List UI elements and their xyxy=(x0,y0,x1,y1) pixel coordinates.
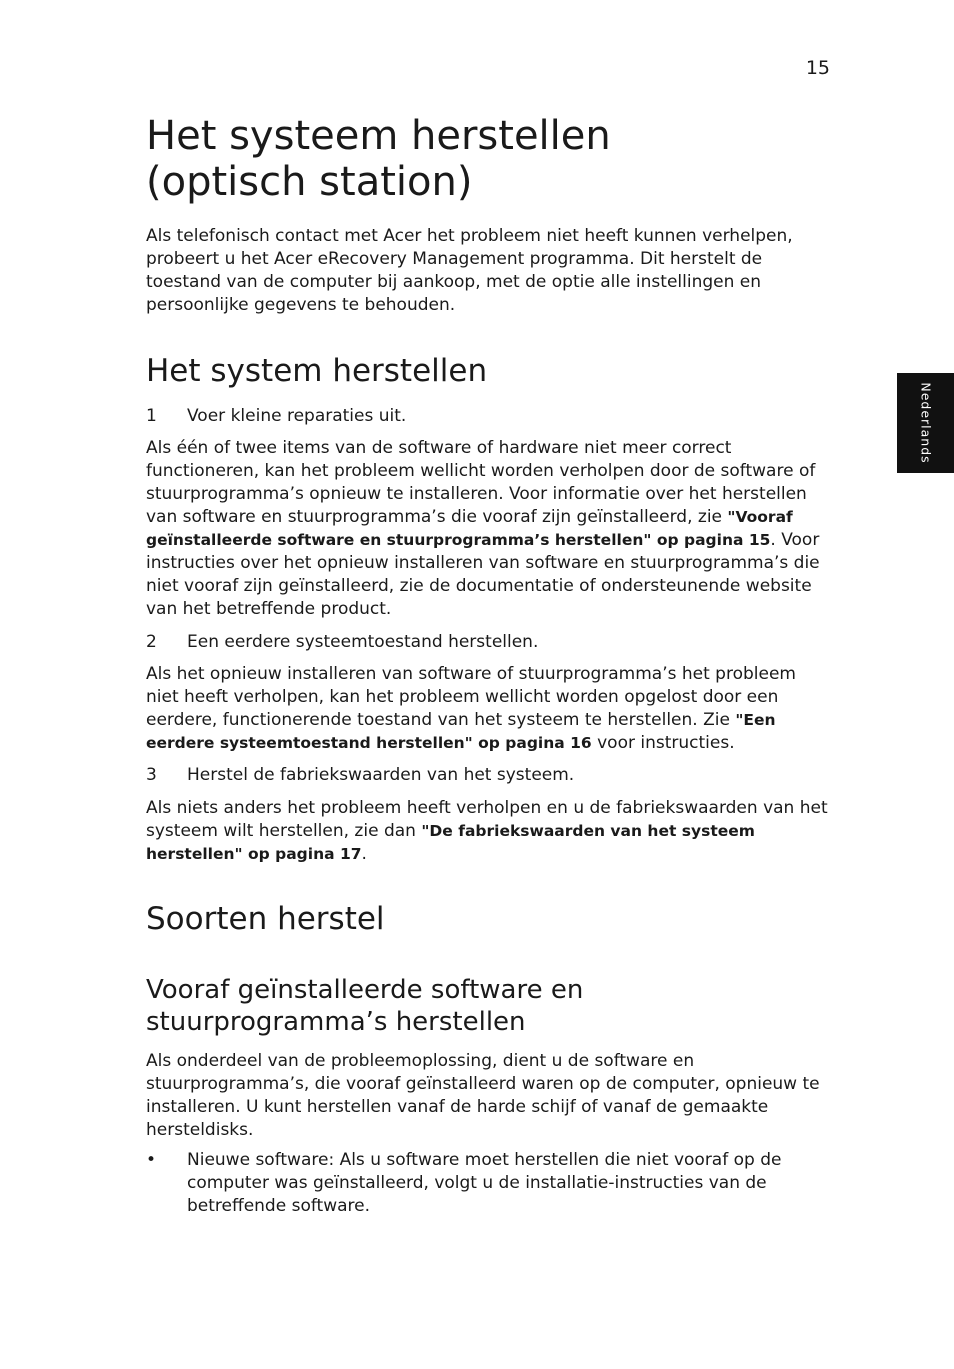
side-tab-label: Nederlands xyxy=(918,382,933,464)
step-3-number: 3 xyxy=(146,765,157,785)
section-heading-recovery-types: Soorten herstel xyxy=(146,901,385,937)
step-1-paragraph-text-b: . Voor instructies over het opnieuw installeren van software en stuurprogramma’s die niet vooraf zijn geïnstalleerd, zie de documentatie of ondersteunende website van het betreffende product. xyxy=(146,530,820,619)
step-1-paragraph-text-a: Als één of twee items van de software of hardware niet meer correct functioneren, kan het probleem wellicht worden verholpen door de software of stuurprogramma’s opnieuw te installeren. Voor informatie over het herstellen van software en stuurprogramma’s die vooraf zijn geïnstalleerd, zie xyxy=(146,438,816,527)
page-title-line1: Het systeem herstellen xyxy=(146,113,611,159)
subheading-preinstalled: Vooraf geïnstalleerde software en stuurprogramma’s herstellen xyxy=(146,975,584,1037)
step-1-text: Voer kleine reparaties uit. xyxy=(187,406,407,426)
step-3 xyxy=(146,764,574,787)
step-2-paragraph-text-b: voor instructies. xyxy=(591,733,735,753)
bullet-text: Nieuwe software: Als u software moet herstellen die niet vooraf op de computer was geïnstalleerd, volgt u de installatie-instructies van de betreffende software. xyxy=(187,1150,782,1216)
step-2-paragraph-text-a: Als het opnieuw installeren van software of stuurprogramma’s het probleem niet heeft verholpen, kan het probleem wellicht worden opgelost door een eerdere, functionerende toestand van het systeem te herstellen. Zie xyxy=(146,664,796,730)
step-1-paragraph xyxy=(146,437,830,621)
link-earlier-state[interactable]: "Een eerdere systeemtoestand herstellen" op pagina 16 xyxy=(146,711,776,752)
link-preinstalled-software[interactable]: "Vooraf geïnstalleerde software en stuurprogramma’s herstellen" op pagina 15 xyxy=(146,508,793,549)
page-title xyxy=(146,113,611,205)
step-2 xyxy=(146,631,538,654)
intro-paragraph: Als telefonisch contact met Acer het probleem niet heeft kunnen verhelpen, probeert u het Acer eRecovery Management programma. Dit herstelt de toestand van de computer bij aankoop, met de optie alle instellingen en persoonlijke gegevens te behouden. xyxy=(146,226,793,315)
step-2-paragraph xyxy=(146,663,830,755)
step-2-text: Een eerdere systeemtoestand herstellen. xyxy=(187,632,539,652)
section-heading-system: Het system herstellen xyxy=(146,353,488,389)
step-3-paragraph-text-b: . xyxy=(361,844,367,864)
page-title-line2: (optisch station) xyxy=(146,159,473,205)
recovery-paragraph: Als onderdeel van de probleemoplossing, dient u de software en stuurprogramma’s, die vooraf geïnstalleerd waren op de computer, opnieuw te installeren. U kunt herstellen vanaf de harde schijf of vanaf de gemaakte hersteldisks. xyxy=(146,1051,820,1140)
link-factory-defaults[interactable]: "De fabriekswaarden van het systeem herstellen" op pagina 17 xyxy=(146,822,755,863)
step-1 xyxy=(146,405,406,428)
step-3-paragraph-text-a: Als niets anders het probleem heeft verholpen en u de fabriekswaarden van het systeem wilt herstellen, zie dan xyxy=(146,798,828,841)
bullet-item xyxy=(146,1149,827,1218)
step-3-paragraph xyxy=(146,797,830,866)
bullet-symbol: • xyxy=(146,1150,157,1170)
step-1-number: 1 xyxy=(146,406,157,426)
page-number: 15 xyxy=(805,57,830,79)
step-2-number: 2 xyxy=(146,632,157,652)
language-side-tab xyxy=(897,373,954,473)
step-3-text: Herstel de fabriekswaarden van het systeem. xyxy=(187,765,575,785)
